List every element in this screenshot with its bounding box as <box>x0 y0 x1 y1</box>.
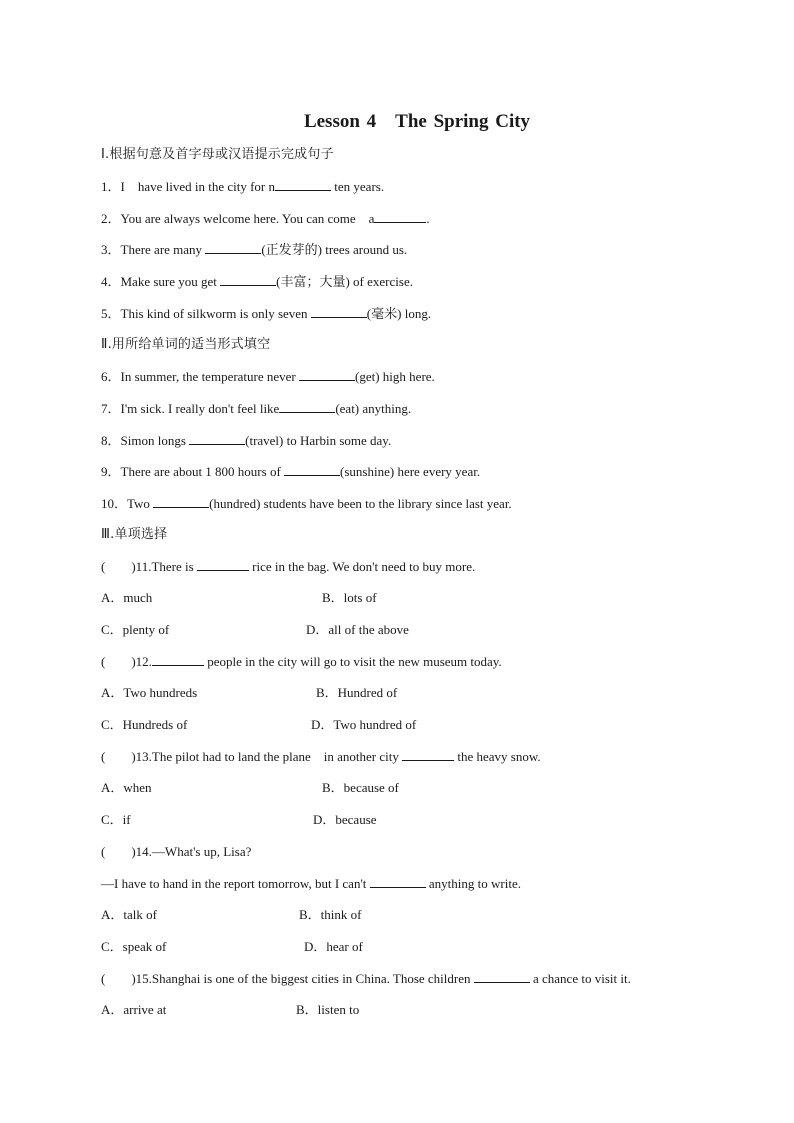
question-13-text: )13.The pilot had to land the plane in another city <box>131 749 403 764</box>
question-8-text: 8．Simon longs <box>101 433 190 448</box>
question-11 <box>101 558 475 575</box>
answer-blank-7[interactable] <box>279 400 335 413</box>
question-7-text: 7．I'm sick. I really don't feel like <box>101 401 280 416</box>
question-5 <box>101 305 431 322</box>
question-14-reply-end: anything to write. <box>425 876 521 891</box>
option-13-d[interactable]: D．because <box>313 812 377 827</box>
option-11-c[interactable]: C．plenty of <box>101 622 170 637</box>
question-3-text-end: (正发芽的) trees around us. <box>261 242 408 257</box>
answer-paren-open: ( <box>101 971 106 986</box>
answer-blank-10[interactable] <box>153 495 209 508</box>
question-6-text: 6．In summer, the temperature never <box>101 369 300 384</box>
option-12-b[interactable]: B．Hundred of <box>316 685 398 700</box>
answer-blank-2[interactable] <box>374 210 426 223</box>
option-14-b[interactable]: B．think of <box>299 907 362 922</box>
answer-blank-15[interactable] <box>474 970 530 983</box>
answer-blank-12[interactable] <box>152 653 204 666</box>
question-12 <box>101 653 502 670</box>
option-12-a[interactable]: A．Two hundreds <box>101 685 198 700</box>
option-11-d[interactable]: D．all of the above <box>306 622 409 637</box>
option-11-b[interactable]: B．lots of <box>322 590 377 605</box>
question-5-text-end: (毫米) long. <box>366 306 432 321</box>
question-11-text: )11.There is <box>131 559 197 574</box>
answer-blank-13[interactable] <box>402 748 454 761</box>
question-15-text: )15.Shanghai is one of the biggest cities in China. Those children <box>131 971 474 986</box>
answer-blank-14[interactable] <box>370 875 426 888</box>
answer-blank-3[interactable] <box>205 241 261 254</box>
question-12-text-end: people in the city will go to visit the new museum today. <box>203 654 502 669</box>
question-5-text: 5．This kind of silkworm is only seven <box>101 306 311 321</box>
question-4-text-end: (丰富；大量) of exercise. <box>276 274 413 289</box>
question-1-text-end: ten years. <box>331 179 385 194</box>
answer-paren-open: ( <box>101 844 106 859</box>
answer-blank-4[interactable] <box>220 273 276 286</box>
answer-blank-1[interactable] <box>275 178 331 191</box>
question-10-text: 10．Two <box>101 496 154 511</box>
question-7-text-end: (eat) anything. <box>335 401 412 416</box>
question-14 <box>101 844 251 860</box>
question-2 <box>101 210 430 227</box>
question-4 <box>101 273 413 290</box>
answer-blank-8[interactable] <box>189 432 245 445</box>
section-heading-1: Ⅰ.根据句意及首字母或汉语提示完成句子 <box>101 147 334 162</box>
option-14-d[interactable]: D．hear of <box>304 939 363 954</box>
question-14-reply: —I have to hand in the report tomorrow, but I can't <box>101 876 370 891</box>
question-14-line-2 <box>101 875 521 892</box>
option-13-a[interactable]: A．when <box>101 780 152 795</box>
question-15 <box>101 970 631 987</box>
question-15-text-end: a chance to visit it. <box>529 971 631 986</box>
page-title: Lesson 4 The Spring City <box>303 111 531 132</box>
question-9-text-end: (sunshine) here every year. <box>340 464 481 479</box>
question-9-text: 9．There are about 1 800 hours of <box>101 464 285 479</box>
question-1 <box>101 178 384 195</box>
question-2-text-end: . <box>426 211 430 226</box>
question-4-text: 4．Make sure you get <box>101 274 221 289</box>
question-1-text: 1．I have lived in the city for n <box>101 179 276 194</box>
option-15-a[interactable]: A．arrive at <box>101 1002 167 1017</box>
question-11-text-end: rice in the bag. We don't need to buy more. <box>248 559 476 574</box>
question-9 <box>101 463 480 480</box>
question-7 <box>101 400 411 417</box>
option-12-c[interactable]: C．Hundreds of <box>101 717 188 732</box>
answer-paren-open: ( <box>101 749 106 764</box>
option-12-d[interactable]: D．Two hundred of <box>311 717 417 732</box>
answer-blank-5[interactable] <box>311 305 367 318</box>
question-13 <box>101 748 541 765</box>
option-13-c[interactable]: C．if <box>101 812 131 827</box>
question-10 <box>101 495 512 512</box>
section-heading-3: Ⅲ.单项选择 <box>101 527 168 542</box>
answer-blank-9[interactable] <box>284 463 340 476</box>
option-14-c[interactable]: C．speak of <box>101 939 167 954</box>
option-15-b[interactable]: B．listen to <box>296 1002 360 1017</box>
question-2-text: 2．You are always welcome here. You can come a <box>101 211 375 226</box>
question-12-text: )12. <box>131 654 152 669</box>
question-13-text-end: the heavy snow. <box>454 749 541 764</box>
question-6 <box>101 368 435 385</box>
option-13-b[interactable]: B．because of <box>322 780 399 795</box>
answer-blank-6[interactable] <box>299 368 355 381</box>
question-3 <box>101 241 407 258</box>
answer-paren-open: ( <box>101 654 106 669</box>
option-14-a[interactable]: A．talk of <box>101 907 157 922</box>
question-6-text-end: (get) high here. <box>355 369 435 384</box>
option-11-a[interactable]: A．much <box>101 590 153 605</box>
question-8-text-end: (travel) to Harbin some day. <box>245 433 392 448</box>
answer-paren-open: ( <box>101 559 106 574</box>
section-heading-2: Ⅱ.用所给单词的适当形式填空 <box>101 337 271 352</box>
question-10-text-end: (hundred) students have been to the library since last year. <box>209 496 512 511</box>
question-8 <box>101 432 391 449</box>
question-14-text: )14.—What's up, Lisa? <box>131 844 252 859</box>
question-3-text: 3．There are many <box>101 242 206 257</box>
answer-blank-11[interactable] <box>197 558 249 571</box>
